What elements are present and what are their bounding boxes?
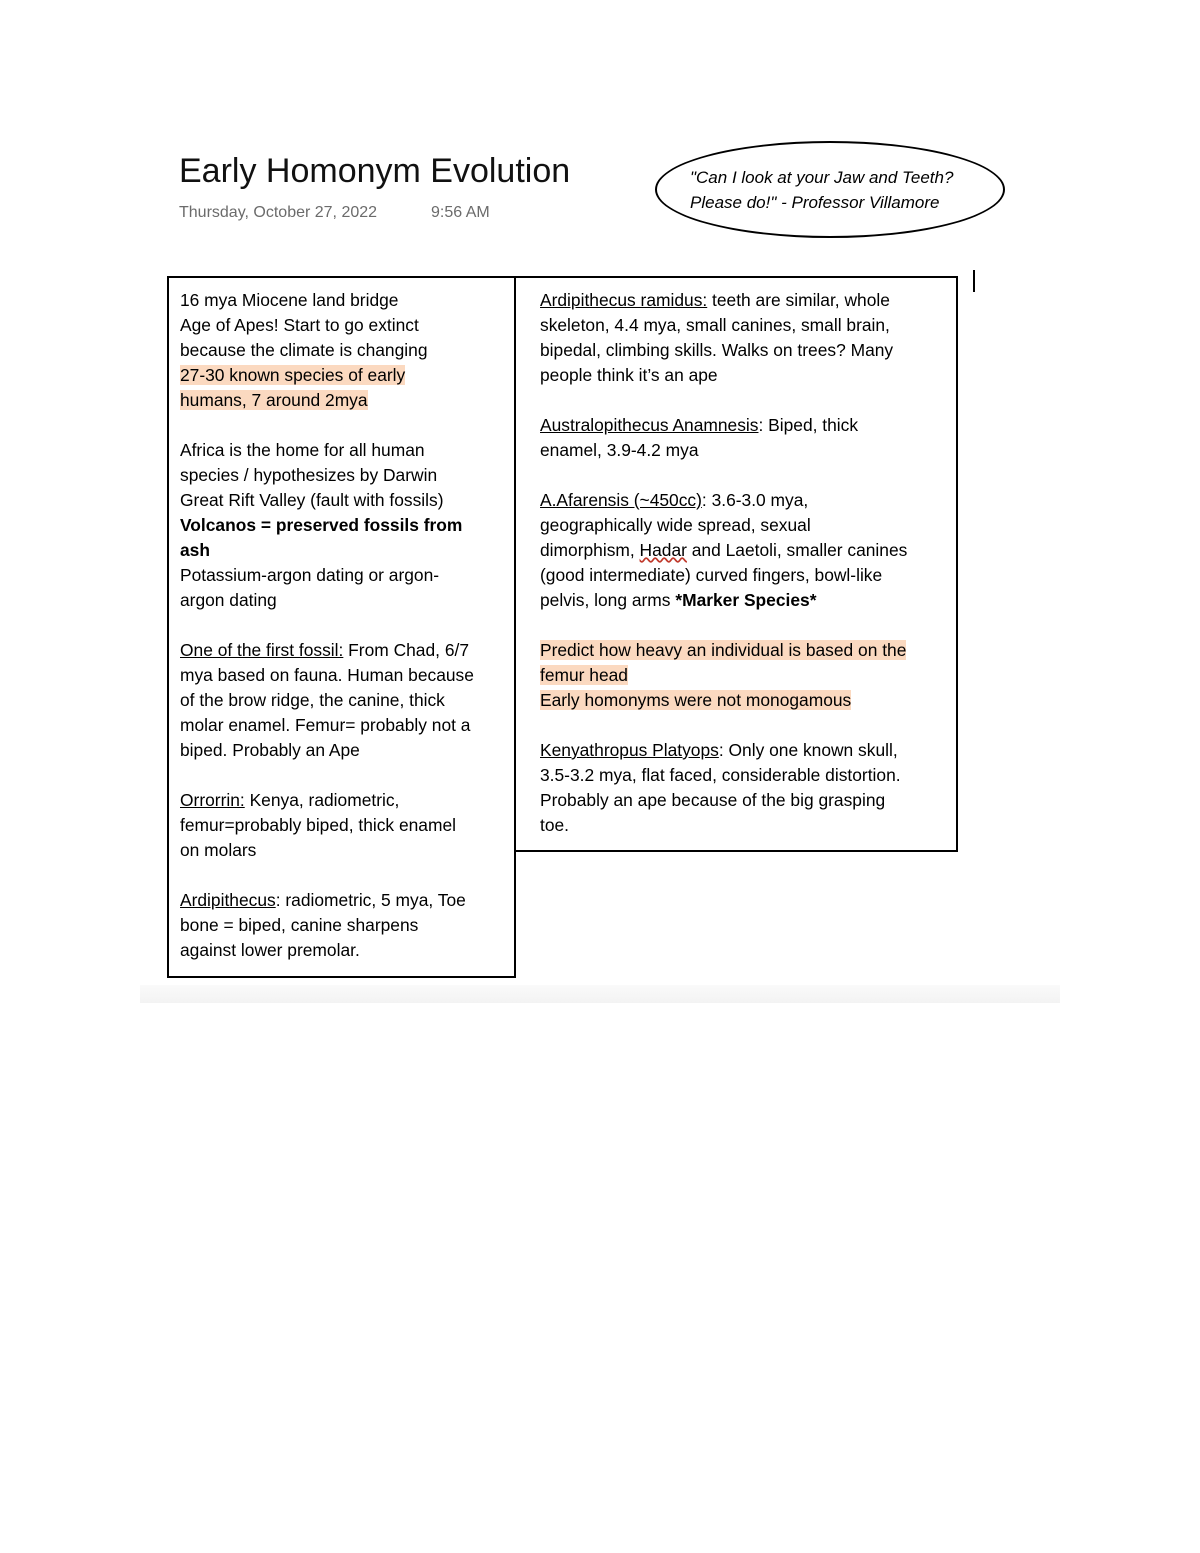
text-line: argon dating [180,590,277,610]
text-line: because the climate is changing [180,340,428,360]
note-time: 9:56 AM [431,204,490,221]
text-line: femur=probably biped, thick enamel [180,815,456,835]
text-line: bipedal, climbing skills. Walks on trees? Many [540,340,894,360]
underlined-heading: Ardipithecus [180,890,276,910]
text-line: on molars [180,840,257,860]
text-line: people think it’s an ape [540,365,718,385]
text-line: Age of Apes! Start to go extinct [180,315,419,335]
spellcheck-word[interactable]: Hadar [639,540,687,560]
highlighted-text: Predict how heavy an individual is based on the [540,640,907,660]
text-line: of the brow ridge, the canine, thick [180,690,445,710]
paragraph [180,788,504,863]
text-run: : Biped, thick [758,415,859,435]
text-line: toe. [540,815,570,835]
page-title: Early Homonym Evolution [179,152,571,190]
right-notes-box[interactable] [514,276,958,852]
highlighted-text: Early homonyms were not monogamous [540,690,852,710]
paragraph [540,638,946,713]
page-divider [140,985,1060,1003]
text-line: mya based on fauna. Human because [180,665,474,685]
text-line: (good intermediate) curved fingers, bowl-like [540,565,883,585]
paragraph [540,738,946,838]
text-run: dimorphism, [540,540,640,560]
highlighted-text: humans, 7 around 2mya [180,390,368,410]
highlighted-text: 27-30 known species of early [180,365,406,385]
quote-line: "Can I look at your Jaw and Teeth? [690,167,954,187]
text-run: teeth are similar, whole [707,290,890,310]
underlined-heading: Orrorrin: [180,790,245,810]
text-run: Kenya, radiometric, [244,790,400,810]
paragraph [180,888,504,963]
text-line: skeleton, 4.4 mya, small canines, small brain, [540,315,890,335]
text-line: 3.5-3.2 mya, flat faced, considerable distortion. [540,765,901,785]
bold-text: ash [180,540,210,560]
text-line: species / hypothesizes by Darwin [180,465,438,485]
underlined-heading: Kenyathropus Platyops [540,740,719,760]
text-run: pelvis, long arms [540,590,676,610]
text-run: From Chad, 6/7 [343,640,469,660]
text-run: : radiometric, 5 mya, Toe [275,890,466,910]
highlighted-text: femur head [540,665,628,685]
text-line: Africa is the home for all human [180,440,425,460]
text-run: : Only one known skull, [718,740,898,760]
text-line: Probably an ape because of the big grasping [540,790,886,810]
text-line: Potassium-argon dating or argon- [180,565,440,585]
text-line: bone = biped, canine sharpens [180,915,419,935]
text-line: enamel, 3.9-4.2 mya [540,440,699,460]
paragraph [540,488,946,613]
underlined-heading: One of the first fossil: [180,640,344,660]
paragraph [540,288,946,388]
paragraph [180,438,504,613]
text-cursor [973,270,975,292]
paragraph [540,413,946,463]
text-line: against lower premolar. [180,940,360,960]
text-line: molar enamel. Femur= probably not a [180,715,471,735]
text-line: 16 mya Miocene land bridge [180,290,399,310]
quote-bubble [655,141,1005,238]
underlined-heading: Ardipithecus ramidus: [540,290,708,310]
left-notes-box[interactable] [167,276,516,978]
underlined-heading: Australopithecus Anamnesis [540,415,759,435]
text-run: : 3.6-3.0 mya, [701,490,809,510]
quote-text [680,165,980,215]
note-date: Thursday, October 27, 2022 [179,204,378,221]
quote-line: Please do!" - Professor Villamore [690,192,940,212]
bold-text: *Marker Species* [675,590,817,610]
paragraph [180,288,504,413]
text-run: and Laetoli, smaller canines [686,540,908,560]
text-line: biped. Probably an Ape [180,740,360,760]
text-line: Great Rift Valley (fault with fossils) [180,490,444,510]
text-line: geographically wide spread, sexual [540,515,811,535]
bold-text: Volcanos = preserved fossils from [180,515,463,535]
underlined-heading: A.Afarensis (~450cc) [540,490,702,510]
paragraph [180,638,504,763]
